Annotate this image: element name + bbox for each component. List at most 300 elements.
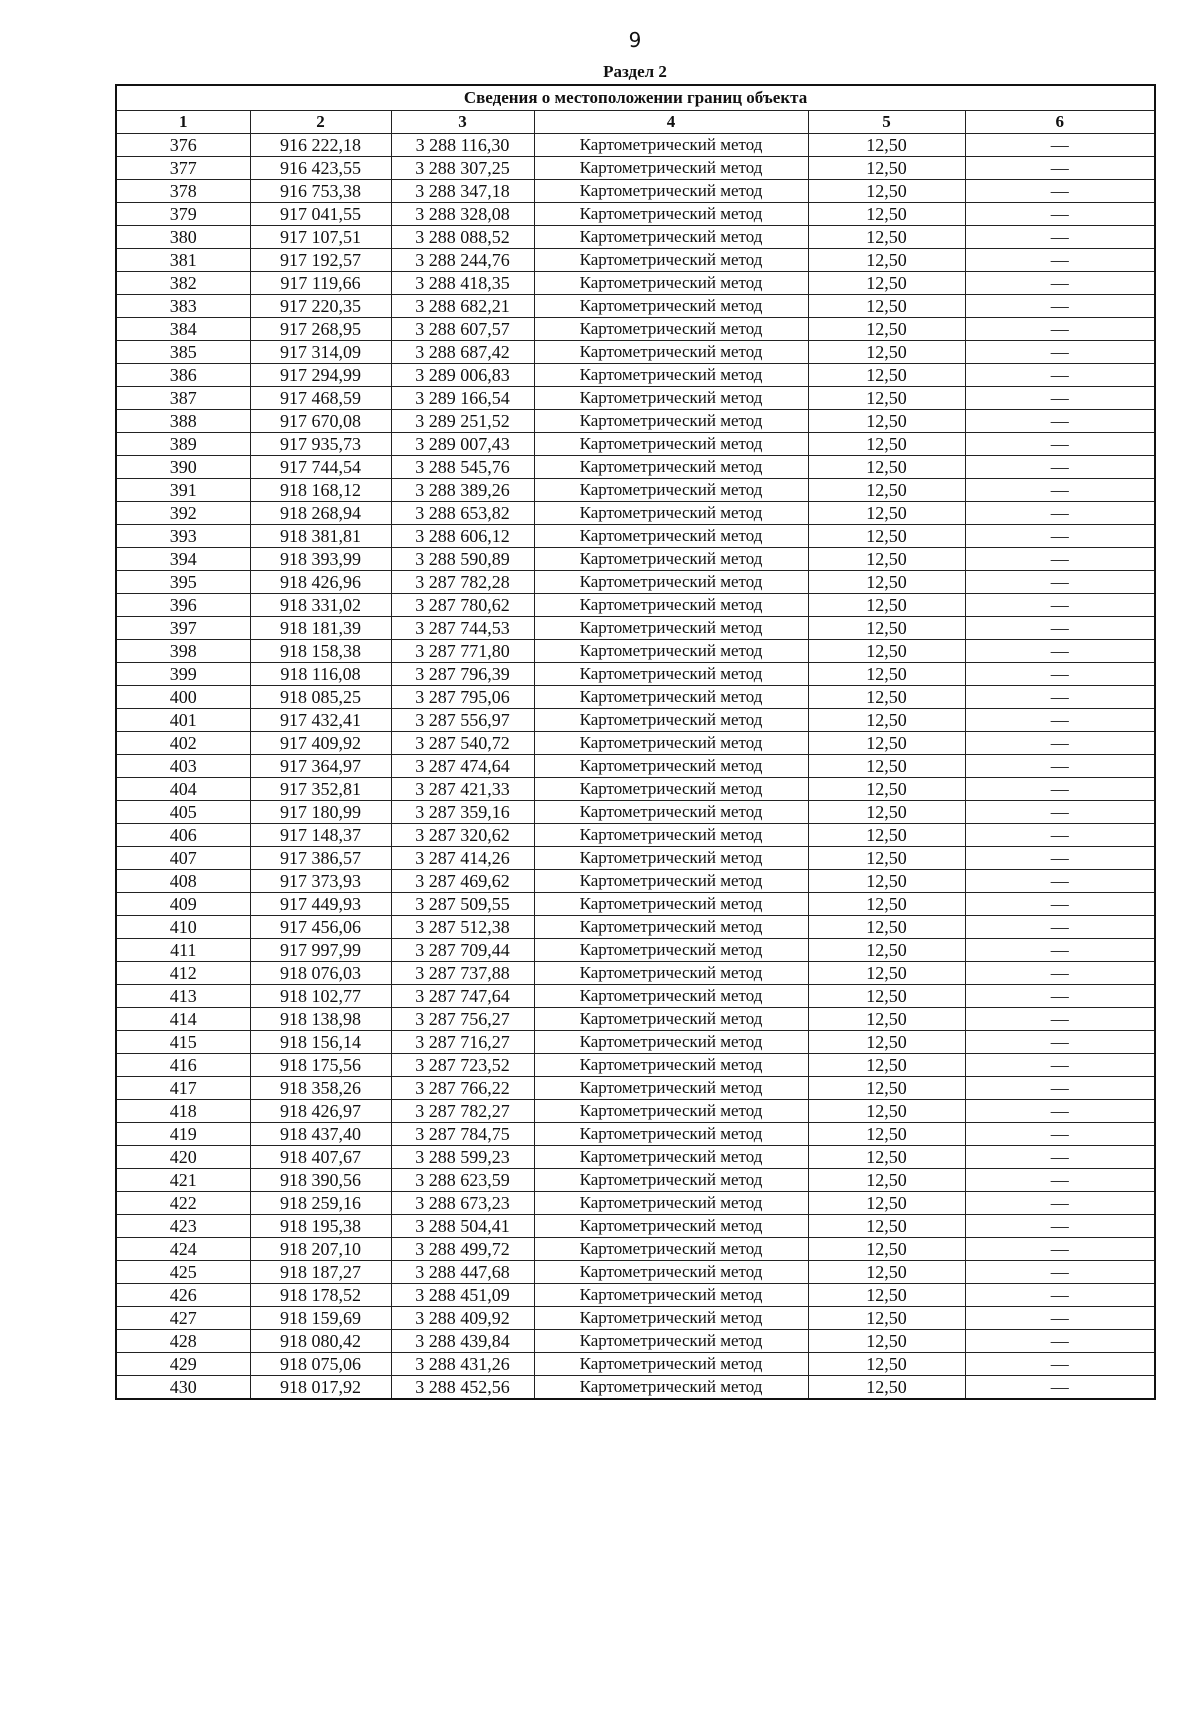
accuracy-cell: 12,50 (808, 1031, 965, 1054)
y-coordinate-cell: 3 287 744,53 (391, 617, 534, 640)
note-cell: — (965, 709, 1155, 732)
point-number-cell: 402 (116, 732, 250, 755)
note-cell: — (965, 387, 1155, 410)
table-row (116, 985, 1155, 1008)
point-number-cell: 417 (116, 1077, 250, 1100)
accuracy-cell: 12,50 (808, 502, 965, 525)
method-cell: Картометрический метод (534, 1100, 808, 1123)
x-coordinate-cell: 916 753,38 (250, 180, 391, 203)
x-coordinate-cell: 917 180,99 (250, 801, 391, 824)
method-cell: Картометрический метод (534, 1353, 808, 1376)
point-number-cell: 376 (116, 134, 250, 157)
accuracy-cell: 12,50 (808, 226, 965, 249)
x-coordinate-cell: 917 148,37 (250, 824, 391, 847)
point-number-cell: 421 (116, 1169, 250, 1192)
accuracy-cell: 12,50 (808, 962, 965, 985)
x-coordinate-cell: 917 997,99 (250, 939, 391, 962)
table-row (116, 249, 1155, 272)
x-coordinate-cell: 918 331,02 (250, 594, 391, 617)
method-cell: Картометрический метод (534, 1031, 808, 1054)
point-number-cell: 413 (116, 985, 250, 1008)
x-coordinate-cell: 917 314,09 (250, 341, 391, 364)
y-coordinate-cell: 3 287 782,27 (391, 1100, 534, 1123)
x-coordinate-cell: 917 373,93 (250, 870, 391, 893)
y-coordinate-cell: 3 287 556,97 (391, 709, 534, 732)
accuracy-cell: 12,50 (808, 157, 965, 180)
y-coordinate-cell: 3 288 307,25 (391, 157, 534, 180)
method-cell: Картометрический метод (534, 226, 808, 249)
point-number-cell: 379 (116, 203, 250, 226)
point-number-cell: 388 (116, 410, 250, 433)
y-coordinate-cell: 3 288 607,57 (391, 318, 534, 341)
method-cell: Картометрический метод (534, 203, 808, 226)
x-coordinate-cell: 918 187,27 (250, 1261, 391, 1284)
method-cell: Картометрический метод (534, 1008, 808, 1031)
table-row (116, 778, 1155, 801)
y-coordinate-cell: 3 289 007,43 (391, 433, 534, 456)
method-cell: Картометрический метод (534, 364, 808, 387)
point-number-cell: 429 (116, 1353, 250, 1376)
x-coordinate-cell: 917 268,95 (250, 318, 391, 341)
note-cell: — (965, 1169, 1155, 1192)
x-coordinate-cell: 917 670,08 (250, 410, 391, 433)
table-row (116, 1284, 1155, 1307)
table-row (116, 387, 1155, 410)
note-cell: — (965, 985, 1155, 1008)
table-row (116, 1169, 1155, 1192)
point-number-cell: 385 (116, 341, 250, 364)
accuracy-cell: 12,50 (808, 341, 965, 364)
method-cell: Картометрический метод (534, 847, 808, 870)
y-coordinate-cell: 3 288 088,52 (391, 226, 534, 249)
accuracy-cell: 12,50 (808, 686, 965, 709)
y-coordinate-cell: 3 289 006,83 (391, 364, 534, 387)
table-row (116, 295, 1155, 318)
x-coordinate-cell: 917 107,51 (250, 226, 391, 249)
accuracy-cell: 12,50 (808, 916, 965, 939)
accuracy-cell: 12,50 (808, 525, 965, 548)
x-coordinate-cell: 917 744,54 (250, 456, 391, 479)
note-cell: — (965, 433, 1155, 456)
x-coordinate-cell: 917 364,97 (250, 755, 391, 778)
note-cell: — (965, 1238, 1155, 1261)
method-cell: Картометрический метод (534, 709, 808, 732)
accuracy-cell: 12,50 (808, 249, 965, 272)
y-coordinate-cell: 3 287 771,80 (391, 640, 534, 663)
accuracy-cell: 12,50 (808, 1284, 965, 1307)
method-cell: Картометрический метод (534, 341, 808, 364)
x-coordinate-cell: 918 358,26 (250, 1077, 391, 1100)
table-row (116, 801, 1155, 824)
point-number-cell: 394 (116, 548, 250, 571)
method-cell: Картометрический метод (534, 778, 808, 801)
accuracy-cell: 12,50 (808, 893, 965, 916)
note-cell: — (965, 893, 1155, 916)
x-coordinate-cell: 916 423,55 (250, 157, 391, 180)
table-row (116, 502, 1155, 525)
point-number-cell: 395 (116, 571, 250, 594)
y-coordinate-cell: 3 288 545,76 (391, 456, 534, 479)
y-coordinate-cell: 3 287 782,28 (391, 571, 534, 594)
accuracy-cell: 12,50 (808, 134, 965, 157)
x-coordinate-cell: 918 138,98 (250, 1008, 391, 1031)
method-cell: Картометрический метод (534, 755, 808, 778)
point-number-cell: 405 (116, 801, 250, 824)
point-number-cell: 398 (116, 640, 250, 663)
y-coordinate-cell: 3 287 756,27 (391, 1008, 534, 1031)
note-cell: — (965, 1192, 1155, 1215)
table-row (116, 1008, 1155, 1031)
method-cell: Картометрический метод (534, 801, 808, 824)
x-coordinate-cell: 918 178,52 (250, 1284, 391, 1307)
y-coordinate-cell: 3 287 414,26 (391, 847, 534, 870)
note-cell: — (965, 847, 1155, 870)
x-coordinate-cell: 918 102,77 (250, 985, 391, 1008)
note-cell: — (965, 249, 1155, 272)
accuracy-cell: 12,50 (808, 939, 965, 962)
y-coordinate-cell: 3 287 796,39 (391, 663, 534, 686)
y-coordinate-cell: 3 288 451,09 (391, 1284, 534, 1307)
method-cell: Картометрический метод (534, 502, 808, 525)
point-number-cell: 408 (116, 870, 250, 893)
method-cell: Картометрический метод (534, 571, 808, 594)
note-cell: — (965, 1123, 1155, 1146)
x-coordinate-cell: 918 168,12 (250, 479, 391, 502)
table-row (116, 755, 1155, 778)
y-coordinate-cell: 3 287 723,52 (391, 1054, 534, 1077)
accuracy-cell: 12,50 (808, 1146, 965, 1169)
y-coordinate-cell: 3 287 709,44 (391, 939, 534, 962)
note-cell: — (965, 479, 1155, 502)
table-row (116, 364, 1155, 387)
x-coordinate-cell: 918 381,81 (250, 525, 391, 548)
method-cell: Картометрический метод (534, 180, 808, 203)
column-header: 6 (965, 111, 1155, 134)
note-cell: — (965, 1077, 1155, 1100)
x-coordinate-cell: 918 159,69 (250, 1307, 391, 1330)
point-number-cell: 384 (116, 318, 250, 341)
method-cell: Картометрический метод (534, 594, 808, 617)
method-cell: Картометрический метод (534, 985, 808, 1008)
x-coordinate-cell: 917 294,99 (250, 364, 391, 387)
x-coordinate-cell: 917 041,55 (250, 203, 391, 226)
x-coordinate-cell: 916 222,18 (250, 134, 391, 157)
note-cell: — (965, 364, 1155, 387)
method-cell: Картометрический метод (534, 134, 808, 157)
note-cell: — (965, 640, 1155, 663)
point-number-cell: 425 (116, 1261, 250, 1284)
y-coordinate-cell: 3 287 509,55 (391, 893, 534, 916)
point-number-cell: 391 (116, 479, 250, 502)
note-cell: — (965, 778, 1155, 801)
point-number-cell: 409 (116, 893, 250, 916)
x-coordinate-cell: 918 017,92 (250, 1376, 391, 1400)
accuracy-cell: 12,50 (808, 295, 965, 318)
method-cell: Картометрический метод (534, 732, 808, 755)
method-cell: Картометрический метод (534, 617, 808, 640)
note-cell: — (965, 1330, 1155, 1353)
method-cell: Картометрический метод (534, 1077, 808, 1100)
note-cell: — (965, 571, 1155, 594)
note-cell: — (965, 686, 1155, 709)
accuracy-cell: 12,50 (808, 1307, 965, 1330)
point-number-cell: 387 (116, 387, 250, 410)
y-coordinate-cell: 3 289 251,52 (391, 410, 534, 433)
y-coordinate-cell: 3 287 737,88 (391, 962, 534, 985)
table-body (116, 134, 1155, 1400)
table-row (116, 709, 1155, 732)
x-coordinate-cell: 918 426,97 (250, 1100, 391, 1123)
point-number-cell: 410 (116, 916, 250, 939)
point-number-cell: 424 (116, 1238, 250, 1261)
table-row (116, 617, 1155, 640)
method-cell: Картометрический метод (534, 548, 808, 571)
method-cell: Картометрический метод (534, 663, 808, 686)
table-row (116, 893, 1155, 916)
note-cell: — (965, 824, 1155, 847)
note-cell: — (965, 525, 1155, 548)
accuracy-cell: 12,50 (808, 203, 965, 226)
point-number-cell: 390 (116, 456, 250, 479)
note-cell: — (965, 732, 1155, 755)
x-coordinate-cell: 918 268,94 (250, 502, 391, 525)
column-header: 2 (250, 111, 391, 134)
column-header: 4 (534, 111, 808, 134)
point-number-cell: 400 (116, 686, 250, 709)
point-number-cell: 422 (116, 1192, 250, 1215)
table-row (116, 1100, 1155, 1123)
note-cell: — (965, 180, 1155, 203)
table-row (116, 548, 1155, 571)
point-number-cell: 407 (116, 847, 250, 870)
page-number: 9 (628, 28, 642, 52)
note-cell: — (965, 134, 1155, 157)
accuracy-cell: 12,50 (808, 318, 965, 341)
table-row (116, 456, 1155, 479)
x-coordinate-cell: 918 393,99 (250, 548, 391, 571)
x-coordinate-cell: 917 432,41 (250, 709, 391, 732)
table-row (116, 1238, 1155, 1261)
table-row (116, 203, 1155, 226)
method-cell: Картометрический метод (534, 1330, 808, 1353)
method-cell: Картометрический метод (534, 525, 808, 548)
note-cell: — (965, 755, 1155, 778)
point-number-cell: 396 (116, 594, 250, 617)
method-cell: Картометрический метод (534, 295, 808, 318)
y-coordinate-cell: 3 287 474,64 (391, 755, 534, 778)
column-header: 5 (808, 111, 965, 134)
y-coordinate-cell: 3 287 795,06 (391, 686, 534, 709)
x-coordinate-cell: 918 426,96 (250, 571, 391, 594)
table-row (116, 433, 1155, 456)
accuracy-cell: 12,50 (808, 594, 965, 617)
accuracy-cell: 12,50 (808, 732, 965, 755)
x-coordinate-cell: 917 220,35 (250, 295, 391, 318)
x-coordinate-cell: 918 158,38 (250, 640, 391, 663)
point-number-cell: 406 (116, 824, 250, 847)
note-cell: — (965, 594, 1155, 617)
y-coordinate-cell: 3 287 784,75 (391, 1123, 534, 1146)
column-number-row (116, 111, 1155, 134)
y-coordinate-cell: 3 288 328,08 (391, 203, 534, 226)
y-coordinate-cell: 3 287 421,33 (391, 778, 534, 801)
note-cell: — (965, 341, 1155, 364)
y-coordinate-cell: 3 289 166,54 (391, 387, 534, 410)
table-row (116, 939, 1155, 962)
accuracy-cell: 12,50 (808, 755, 965, 778)
x-coordinate-cell: 918 407,67 (250, 1146, 391, 1169)
y-coordinate-cell: 3 288 673,23 (391, 1192, 534, 1215)
point-number-cell: 418 (116, 1100, 250, 1123)
note-cell: — (965, 318, 1155, 341)
point-number-cell: 427 (116, 1307, 250, 1330)
x-coordinate-cell: 917 192,57 (250, 249, 391, 272)
method-cell: Картометрический метод (534, 318, 808, 341)
point-number-cell: 397 (116, 617, 250, 640)
table-row (116, 1261, 1155, 1284)
x-coordinate-cell: 917 386,57 (250, 847, 391, 870)
point-number-cell: 416 (116, 1054, 250, 1077)
table-row (116, 1123, 1155, 1146)
point-number-cell: 401 (116, 709, 250, 732)
table-row (116, 1330, 1155, 1353)
note-cell: — (965, 1376, 1155, 1400)
point-number-cell: 393 (116, 525, 250, 548)
table-row (116, 1307, 1155, 1330)
note-cell: — (965, 1100, 1155, 1123)
table-row (116, 1215, 1155, 1238)
table-row (116, 226, 1155, 249)
point-number-cell: 378 (116, 180, 250, 203)
accuracy-cell: 12,50 (808, 272, 965, 295)
note-cell: — (965, 1215, 1155, 1238)
table-row (116, 640, 1155, 663)
accuracy-cell: 12,50 (808, 1261, 965, 1284)
table-row (116, 663, 1155, 686)
table-row (116, 847, 1155, 870)
table-row (116, 1054, 1155, 1077)
accuracy-cell: 12,50 (808, 1077, 965, 1100)
note-cell: — (965, 939, 1155, 962)
point-number-cell: 380 (116, 226, 250, 249)
accuracy-cell: 12,50 (808, 663, 965, 686)
x-coordinate-cell: 917 935,73 (250, 433, 391, 456)
x-coordinate-cell: 918 437,40 (250, 1123, 391, 1146)
point-number-cell: 377 (116, 157, 250, 180)
note-cell: — (965, 617, 1155, 640)
note-cell: — (965, 1054, 1155, 1077)
y-coordinate-cell: 3 287 716,27 (391, 1031, 534, 1054)
y-coordinate-cell: 3 288 452,56 (391, 1376, 534, 1400)
accuracy-cell: 12,50 (808, 847, 965, 870)
y-coordinate-cell: 3 288 244,76 (391, 249, 534, 272)
x-coordinate-cell: 917 456,06 (250, 916, 391, 939)
y-coordinate-cell: 3 288 687,42 (391, 341, 534, 364)
method-cell: Картометрический метод (534, 1376, 808, 1400)
accuracy-cell: 12,50 (808, 364, 965, 387)
note-cell: — (965, 502, 1155, 525)
section-title: Раздел 2 (603, 62, 667, 81)
note-cell: — (965, 203, 1155, 226)
point-number-cell: 423 (116, 1215, 250, 1238)
y-coordinate-cell: 3 288 623,59 (391, 1169, 534, 1192)
accuracy-cell: 12,50 (808, 778, 965, 801)
method-cell: Картометрический метод (534, 939, 808, 962)
method-cell: Картометрический метод (534, 962, 808, 985)
method-cell: Картометрический метод (534, 1054, 808, 1077)
y-coordinate-cell: 3 288 590,89 (391, 548, 534, 571)
point-number-cell: 392 (116, 502, 250, 525)
x-coordinate-cell: 918 116,08 (250, 663, 391, 686)
method-cell: Картометрический метод (534, 410, 808, 433)
y-coordinate-cell: 3 287 359,16 (391, 801, 534, 824)
method-cell: Картометрический метод (534, 893, 808, 916)
y-coordinate-cell: 3 288 653,82 (391, 502, 534, 525)
method-cell: Картометрический метод (534, 870, 808, 893)
method-cell: Картометрический метод (534, 1261, 808, 1284)
note-cell: — (965, 1284, 1155, 1307)
note-cell: — (965, 1008, 1155, 1031)
accuracy-cell: 12,50 (808, 387, 965, 410)
point-number-cell: 420 (116, 1146, 250, 1169)
y-coordinate-cell: 3 288 682,21 (391, 295, 534, 318)
table-row (116, 916, 1155, 939)
method-cell: Картометрический метод (534, 916, 808, 939)
table-caption: Сведения о местоположении границ объекта (116, 85, 1155, 111)
note-cell: — (965, 226, 1155, 249)
table-row (116, 571, 1155, 594)
point-number-cell: 415 (116, 1031, 250, 1054)
x-coordinate-cell: 917 409,92 (250, 732, 391, 755)
note-cell: — (965, 1353, 1155, 1376)
point-number-cell: 419 (116, 1123, 250, 1146)
x-coordinate-cell: 918 156,14 (250, 1031, 391, 1054)
point-number-cell: 426 (116, 1284, 250, 1307)
accuracy-cell: 12,50 (808, 1123, 965, 1146)
method-cell: Картометрический метод (534, 640, 808, 663)
table-row (116, 180, 1155, 203)
note-cell: — (965, 1261, 1155, 1284)
y-coordinate-cell: 3 287 512,38 (391, 916, 534, 939)
x-coordinate-cell: 917 119,66 (250, 272, 391, 295)
note-cell: — (965, 1031, 1155, 1054)
x-coordinate-cell: 918 076,03 (250, 962, 391, 985)
table-row (116, 594, 1155, 617)
method-cell: Картометрический метод (534, 1215, 808, 1238)
method-cell: Картометрический метод (534, 479, 808, 502)
table-row (116, 410, 1155, 433)
accuracy-cell: 12,50 (808, 456, 965, 479)
accuracy-cell: 12,50 (808, 571, 965, 594)
method-cell: Картометрический метод (534, 1238, 808, 1261)
accuracy-cell: 12,50 (808, 1238, 965, 1261)
y-coordinate-cell: 3 288 439,84 (391, 1330, 534, 1353)
method-cell: Картометрический метод (534, 387, 808, 410)
x-coordinate-cell: 917 468,59 (250, 387, 391, 410)
point-number-cell: 381 (116, 249, 250, 272)
column-header: 1 (116, 111, 250, 134)
accuracy-cell: 12,50 (808, 1100, 965, 1123)
x-coordinate-cell: 918 390,56 (250, 1169, 391, 1192)
y-coordinate-cell: 3 288 499,72 (391, 1238, 534, 1261)
note-cell: — (965, 548, 1155, 571)
method-cell: Картометрический метод (534, 1307, 808, 1330)
table-row (116, 1031, 1155, 1054)
table-row (116, 962, 1155, 985)
method-cell: Картометрический метод (534, 824, 808, 847)
accuracy-cell: 12,50 (808, 709, 965, 732)
point-number-cell: 383 (116, 295, 250, 318)
